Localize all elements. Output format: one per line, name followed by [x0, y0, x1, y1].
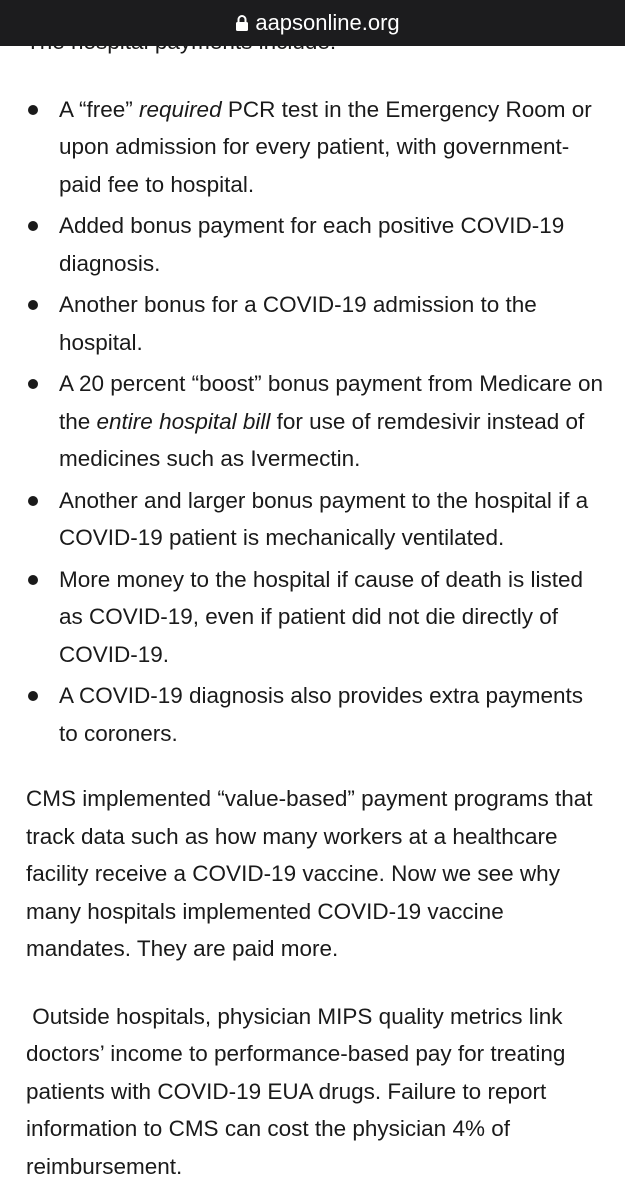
url-domain: aapsonline.org	[255, 10, 400, 35]
list-item	[26, 677, 606, 752]
emphasis-text: entire hospital bill	[96, 408, 271, 434]
list-item-text: A 20 percent “boost” bonus payment from Medicare on the	[59, 371, 604, 434]
paragraph-value-based: CMS implemented “value-based” payment programs that track data such as how many workers at a healthcare facility receive a COVID-19 vaccine. Now we see why many hospitals implemented COVID-19 vaccine mandates. They are paid more.	[26, 786, 593, 961]
list-item-text: Another bonus for a COVID-19 admission to the hospital.	[59, 292, 537, 355]
bullet-icon	[28, 496, 38, 506]
list-item-text: A “free”	[59, 96, 140, 122]
list-item	[26, 365, 606, 478]
list-item	[26, 286, 606, 361]
bullet-icon	[28, 105, 38, 115]
bullet-icon	[28, 221, 38, 231]
list-item	[26, 207, 606, 282]
bullet-icon	[28, 300, 38, 310]
lock-icon	[235, 14, 249, 32]
article-content[interactable]	[0, 46, 625, 1200]
browser-url-bar[interactable]	[0, 0, 625, 46]
list-item-text: for use of remdesivir instead of medicines such as Ivermectin.	[59, 408, 585, 471]
bullet-icon	[28, 575, 38, 585]
list-item-text: More money to the hospital if cause of death is listed as COVID-19, even if patient did not die directly of COVID-19.	[59, 566, 584, 667]
payments-list	[26, 91, 606, 753]
paragraph-outside-hospitals: Outside hospitals, physician MIPS quality metrics link doctors’ income to performance-based pay for treating patients with COVID-19 EUA drugs. Failure to report information to CMS can cost the physician 4% of reimbursement.	[26, 1003, 572, 1179]
emphasis-text: required	[139, 96, 222, 122]
bullet-icon	[28, 379, 38, 389]
list-item	[26, 561, 606, 674]
list-item	[26, 482, 606, 557]
bullet-icon	[28, 691, 38, 701]
url-display[interactable]	[235, 10, 399, 36]
list-item-text: PCR test in the Emergency Room or upon admission for every patient, with government-paid fee to hospital.	[59, 96, 592, 197]
list-item-text: A COVID-19 diagnosis also provides extra payments to coroners.	[59, 683, 584, 746]
list-item-text: Another and larger bonus payment to the hospital if a COVID-19 patient is mechanically ventilated.	[59, 487, 589, 550]
list-item-text: Added bonus payment for each positive COVID-19 diagnosis.	[59, 213, 565, 276]
list-item	[26, 91, 606, 204]
